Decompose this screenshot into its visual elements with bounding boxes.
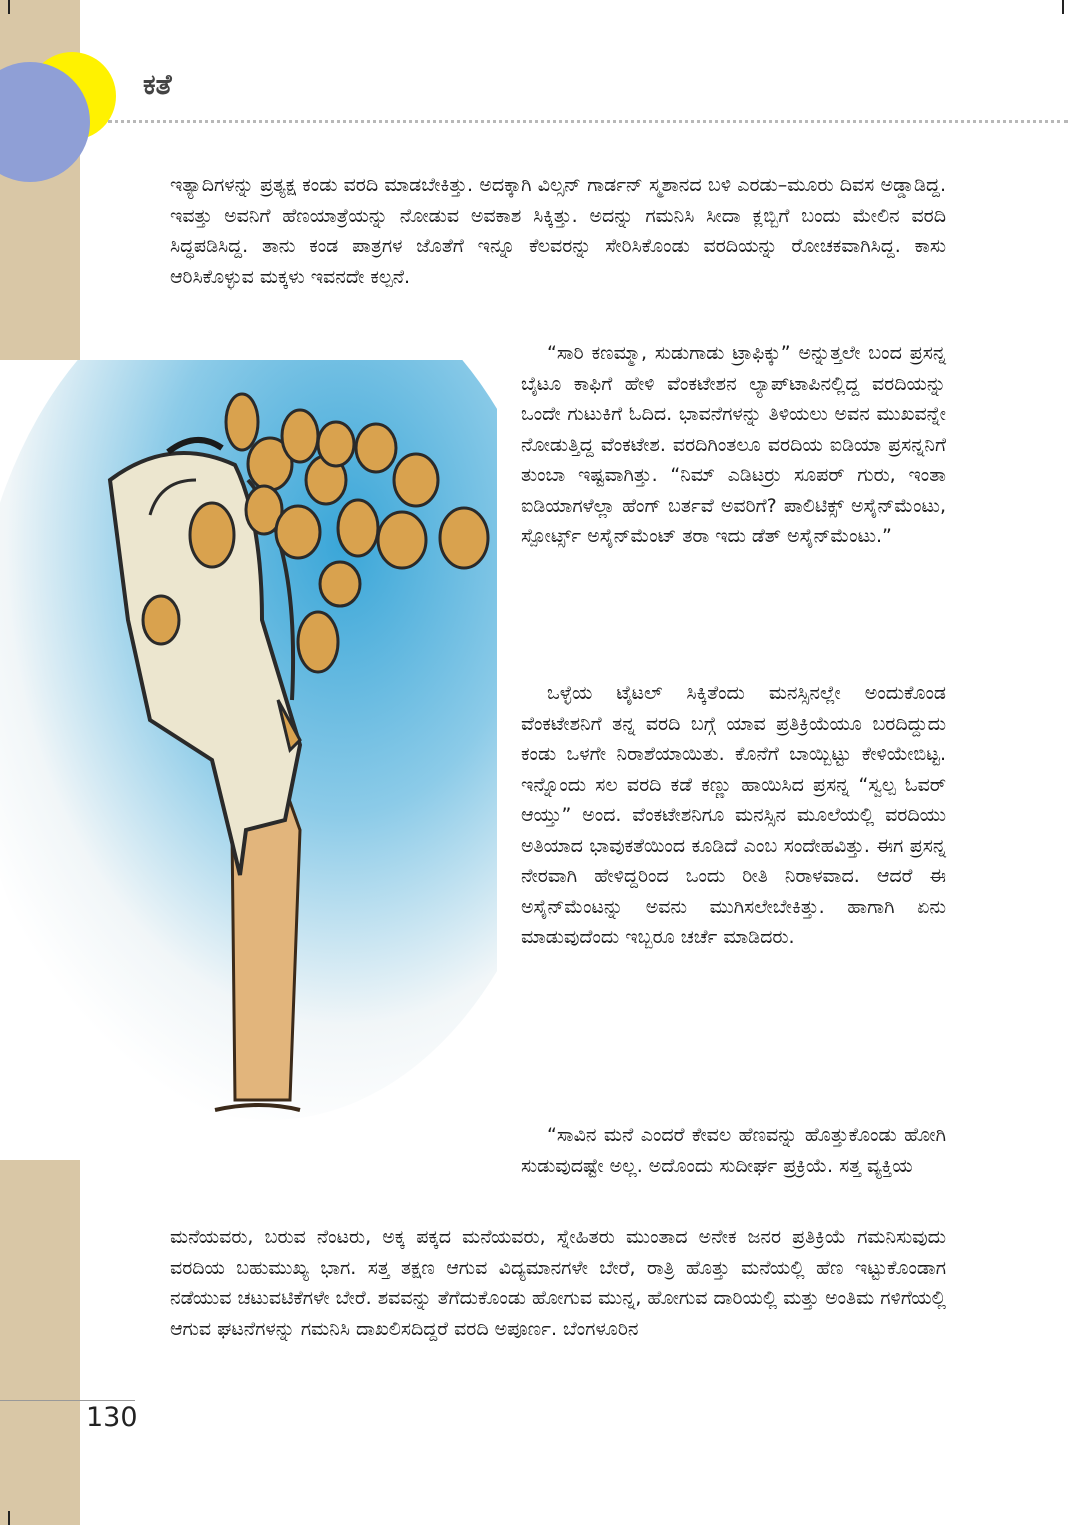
crop-mark-bottom-left — [8, 1511, 10, 1525]
mask — [440, 508, 488, 568]
paragraph-side-2: ಒಳ್ಳೆಯ ಟೈಟಲ್ ಸಿಕ್ಕಿತೆಂದು ಮನಸ್ಸಿನಲ್ಲೇ ಅಂದುಕೊಂಡ ವೆಂಕಟೇಶನಿಗೆ ತನ್ನ ವರದಿ ಬಗ್ಗೆ ಯಾವ ಪ್ರತಿಕ್ರಿಯೆಯೂ ಬರದಿದ್ದುದು ಕಂಡು ಒಳಗೇ ನಿರಾಶೆಯಾಯಿತು. ಕೊನೆಗೆ ಬಾಯ್ಬಿಟ್ಟು ಕೇಳಿಯೇಬಿಟ್ಟ. ಇನ್ನೊಂದು ಸಲ ವರದಿ ಕಡೆ ಕಣ್ಣು ಹಾಯಿಸಿದ ಪ್ರಸನ್ನ “ಸ್ವಲ್ಪ ಓವರ್ ಆಯ್ತು” ಅಂದ. ವೆಂಕಟೇಶನಿಗೂ ಮನಸ್ಸಿನ ಮೂಲೆಯಲ್ಲಿ ವರದಿಯು ಅತಿಯಾದ ಭಾವುಕತೆಯಿಂದ ಕೂಡಿದೆ ಎಂಬ ಸಂದೇಹವಿತ್ತು. ಈಗ ಪ್ರಸನ್ನ ನೇರವಾಗಿ ಹೇಳಿದ್ದರಿಂದ ಒಂದು ರೀತಿ ನಿರಾಳವಾದ. ಆದರೆ ಈ ಅಸೈನ್‌ಮೆಂಟನ್ನು ಅವನು ಮುಗಿಸಲೇಬೇಕಿತ್ತು. ಹಾಗಾಗಿ ಏನು ಮಾಡುವುದೆಂದು ಇಬ್ಬರೂ ಚರ್ಚೆ ಮಾಡಿದರು. — [521, 682, 946, 948]
mask — [356, 424, 396, 472]
story-illustration — [0, 360, 497, 1160]
crop-mark-top-left — [8, 0, 10, 14]
page-number: 130 — [86, 1402, 138, 1433]
paragraph-top: ಇತ್ಯಾದಿಗಳನ್ನು ಪ್ರತ್ಯಕ್ಷ ಕಂಡು ವರದಿ ಮಾಡಬೇಕಿತ್ತು. ಅದಕ್ಕಾಗಿ ವಿಲ್ಸನ್ ಗಾರ್ಡನ್ ಸ್ಮಶಾನದ ಬಳಿ ಎರಡು–ಮೂರು ದಿವಸ ಅಡ್ಡಾಡಿದ್ದ. ಇವತ್ತು ಅವನಿಗೆ ಹೆಣಯಾತ್ರೆಯನ್ನು ನೋಡುವ ಅವಕಾಶ ಸಿಕ್ಕಿತ್ತು. ಅದನ್ನು ಗಮನಿಸಿ ಸೀದಾ ಕ್ಲಬ್ಬಿಗೆ ಬಂದು ಮೇಲಿನ ವರದಿ ಸಿದ್ಧಪಡಿಸಿದ್ದ. ತಾನು ಕಂಡ ಪಾತ್ರಗಳ ಜೊತೆಗೆ ಇನ್ನೂ ಕೆಲವರನ್ನು ಸೇರಿಸಿಕೊಂಡು ವರದಿಯನ್ನು ರೋಚಕವಾಗಿಸಿದ್ದ. ಕಾಸು ಆರಿಸಿಕೊಳ್ಳುವ ಮಕ್ಕಳು ಇವನದೇ ಕಲ್ಪನೆ. — [170, 174, 946, 288]
mask — [320, 562, 360, 606]
figure-face — [190, 503, 234, 567]
paragraph-side-3: “ಸಾವಿನ ಮನೆ ಎಂದರೆ ಕೇವಲ ಹೆಣವನ್ನು ಹೊತ್ತುಕೊಂಡು ಹೋಗಿ ಸುಡುವುದಷ್ಟೇ ಅಲ್ಲ. ಅದೊಂದು ಸುದೀರ್ಘ ಪ್ರಕ್ರಿಯೆ. ಸತ್ತ ವ್ಯಕ್ತಿಯ — [521, 1124, 946, 1177]
footer-rule — [0, 1400, 135, 1401]
illustration-drawing — [0, 360, 497, 1160]
figure-hand-left — [143, 596, 179, 644]
mask — [338, 500, 378, 556]
margin-strip-bottom — [0, 1160, 80, 1525]
paragraph-bottom: ಮನೆಯವರು, ಬರುವ ನೆಂಟರು, ಅಕ್ಕ ಪಕ್ಕದ ಮನೆಯವರು, ಸ್ನೇಹಿತರು ಮುಂತಾದ ಅನೇಕ ಜನರ ಪ್ರತಿಕ್ರಿಯೆ ಗಮನಿಸುವುದು ವರದಿಯ ಬಹುಮುಖ್ಯ ಭಾಗ. ಸತ್ತ ತಕ್ಷಣ ಆಗುವ ವಿದ್ಯಮಾನಗಳೇ ಬೇರೆ, ರಾತ್ರಿ ಹೊತ್ತು ಮನೆಯಲ್ಲಿ ಹೆಣ ಇಟ್ಟುಕೊಂಡಾಗ ನಡೆಯುವ ಚಟುವಟಿಕೆಗಳೇ ಬೇರೆ. ಶವವನ್ನು ತೆಗೆದುಕೊಂಡು ಹೋಗುವ ಮುನ್ನ, ಹೋಗುವ ದಾರಿಯಲ್ಲಿ ಮತ್ತು ಅಂತಿಮ ಗಳಿಗೆಯಲ್ಲಿ ಆಗುವ ಘಟನೆಗಳನ್ನು ಗಮನಿಸಿ ದಾಖಲಿಸದಿದ್ದರೆ ವರದಿ ಅಪೂರ್ಣ. ಬೆಂಗಳೂರಿನ — [170, 1226, 946, 1340]
mask — [318, 422, 354, 466]
mask — [298, 612, 338, 672]
mask — [226, 394, 258, 450]
crop-mark-top-right — [1062, 0, 1064, 14]
mask — [394, 454, 438, 506]
section-title: ಕತೆ — [143, 68, 172, 101]
mask — [276, 506, 320, 558]
paragraph-side-1: “ಸಾರಿ ಕಣಮ್ಮಾ, ಸುಡುಗಾಡು ಟ್ರಾಫಿಕ್ಕು” ಅನ್ನುತ್ತಲೇ ಬಂದ ಪ್ರಸನ್ನ ಬೈಟೂ ಕಾಫಿಗೆ ಹೇಳಿ ವೆಂಕಟೇಶನ ಲ್ಯಾಪ್‌ಟಾಪಿನಲ್ಲಿದ್ದ ವರದಿಯನ್ನು ಒಂದೇ ಗುಟುಕಿಗೆ ಓದಿದ. ಭಾವನೆಗಳನ್ನು ತಿಳಿಯಲು ಅವನ ಮುಖವನ್ನೇ ನೋಡುತ್ತಿದ್ದ ವೆಂಕಟೇಶ. ವರದಿಗಿಂತಲೂ ವರದಿಯ ಐಡಿಯಾ ಪ್ರಸನ್ನನಿಗೆ ತುಂಬಾ ಇಷ್ಟವಾಗಿತ್ತು. “ನಿಮ್ ಎಡಿಟರ‍್ರು ಸೂಪರ್ ಗುರು, ಇಂತಾ ಐಡಿಯಾಗಳೆಲ್ಲಾ ಹೆಂಗ್ ಬರ್ತವೆ ಅವರಿಗೆ? ಪಾಲಿಟಿಕ್ಸ್ ಅಸೈನ್‌ಮೆಂಟು, ಸ್ಪೋರ್ಟ್ಸ್ ಅಸೈನ್‌ಮೆಂಟ್ ತರಾ ಇದು ಡೆತ್ ಅಸೈನ್‌ಮೆಂಟು.” — [521, 342, 946, 547]
header-dotted-rule — [108, 120, 1068, 123]
mask — [282, 410, 318, 462]
mask — [378, 512, 426, 568]
